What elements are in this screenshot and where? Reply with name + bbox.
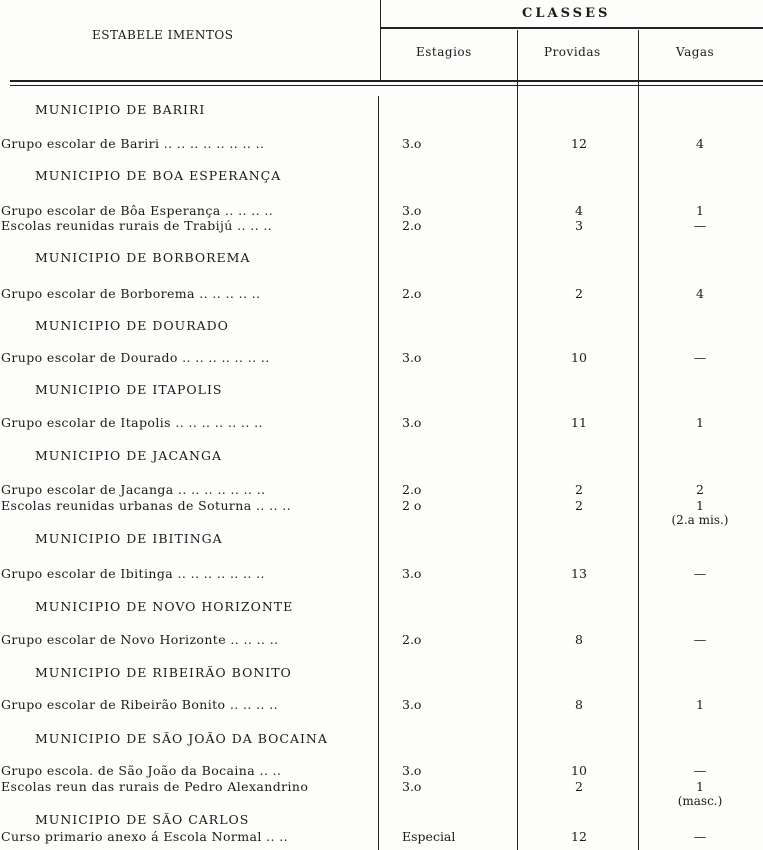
estagio-cell: 3.o [402,350,422,365]
municipio-heading: MUNICIPIO DE BARIRI [35,102,206,117]
establishment-name: Escolas reun das rurais de Pedro Alexandrino [1,779,309,794]
vagas-cell: — [693,566,707,581]
vagas-cell: 1 [696,697,704,712]
establishment-name: Grupo escolar de Bariri .. .. .. .. .. .. .. .. [1,136,265,151]
vagas-cell: 1 [696,203,704,218]
municipio-heading: MUNICIPIO DE ITAPOLIS [35,382,223,397]
establishment-name: Grupo escolar de Bôa Esperança .. .. .. .. [1,203,274,218]
estagio-cell: 2.o [402,218,422,233]
classes-rule [380,27,763,29]
vagas-cell: 1 [696,415,704,430]
municipio-heading: MUNICIPIO DE BOA ESPERANÇA [35,168,282,183]
header-estagios: Estagios [416,45,472,59]
vagas-cell: 4 [696,136,704,151]
estagio-cell: 2.o [402,286,422,301]
municipio-heading: MUNICIPIO DE DOURADO [35,318,229,333]
providas-cell: 2 [575,286,583,301]
municipio-heading: MUNICIPIO DE SÃO CARLOS [35,812,250,827]
providas-cell: 12 [571,136,587,151]
providas-cell: 12 [571,829,587,844]
header-rule-top [10,80,763,82]
municipio-heading: MUNICIPIO DE IBITINGA [35,531,223,546]
vagas-cell: — [693,829,707,844]
establishment-name: Grupo escolar de Novo Horizonte .. .. .. .. [1,632,279,647]
vagas-cell: 1 [696,498,704,513]
estagio-cell: Especial [402,829,456,844]
header-classes: CLASSES [522,6,611,21]
municipio-heading: MUNICIPIO DE JACANGA [35,448,222,463]
estagio-cell: 3.o [402,136,422,151]
providas-cell: 2 [575,498,583,513]
estagio-cell: 3.o [402,203,422,218]
providas-cell: 13 [571,566,587,581]
estagio-cell: 2.o [402,482,422,497]
providas-cell: 2 [575,779,583,794]
header-establishments: ESTABELE IMENTOS [92,28,234,42]
providas-cell: 4 [575,203,583,218]
vagas-cell: 1 [696,779,704,794]
vagas-note: (masc.) [677,794,723,808]
providas-cell: 8 [575,697,583,712]
header-rule-bottom [10,85,763,86]
establishment-name: Escolas reunidas rurais de Trabijú .. .. .. [1,218,273,233]
vagas-cell: — [693,218,707,233]
col-divider-3 [638,30,639,850]
vagas-cell: 2 [696,482,704,497]
providas-cell: 10 [571,763,587,778]
vagas-note: (2.a mis.) [671,513,729,527]
col-divider-1-body [378,96,379,850]
establishment-name: Grupo escolar de Ibitinga .. .. .. .. .. .. .. [1,566,265,581]
estagio-cell: 3.o [402,697,422,712]
establishment-name: Grupo escolar de Borborema .. .. .. .. .. [1,286,261,301]
establishment-name: Escolas reunidas urbanas de Soturna .. .. .. [1,498,291,513]
header-vagas: Vagas [676,45,715,59]
estagio-cell: 2 o [402,498,422,513]
estagio-cell: 3.o [402,415,422,430]
vagas-cell: — [693,350,707,365]
providas-cell: 8 [575,632,583,647]
municipio-heading: MUNICIPIO DE NOVO HORIZONTE [35,599,294,614]
estagio-cell: 3.o [402,566,422,581]
providas-cell: 10 [571,350,587,365]
establishment-name: Grupo escolar de Ribeirão Bonito .. .. .. .. [1,697,278,712]
vagas-cell: — [693,763,707,778]
vagas-cell: — [693,632,707,647]
municipio-heading: MUNICIPIO DE RIBEIRÃO BONITO [35,665,292,680]
col-divider-1 [380,0,381,82]
providas-cell: 3 [575,218,583,233]
estagio-cell: 2.o [402,632,422,647]
estagio-cell: 3.o [402,763,422,778]
vagas-cell: 4 [696,286,704,301]
estagio-cell: 3.o [402,779,422,794]
col-divider-2 [517,30,518,850]
establishment-name: Grupo escola. de São João da Bocaina .. .. [1,763,282,778]
establishment-name: Grupo escolar de Dourado .. .. .. .. .. .. .. [1,350,270,365]
establishment-name: Grupo escolar de Jacanga .. .. .. .. .. .. .. [1,482,266,497]
providas-cell: 11 [571,415,587,430]
providas-cell: 2 [575,482,583,497]
municipio-heading: MUNICIPIO DE BORBOREMA [35,250,251,265]
municipio-heading: MUNICIPIO DE SÃO JOÃO DA BOCAINA [35,731,328,746]
establishment-name: Curso primario anexo á Escola Normal .. .. [1,829,289,844]
establishment-name: Grupo escolar de Itapolis .. .. .. .. .. .. .. [1,415,263,430]
header-providas: Providas [544,45,601,59]
